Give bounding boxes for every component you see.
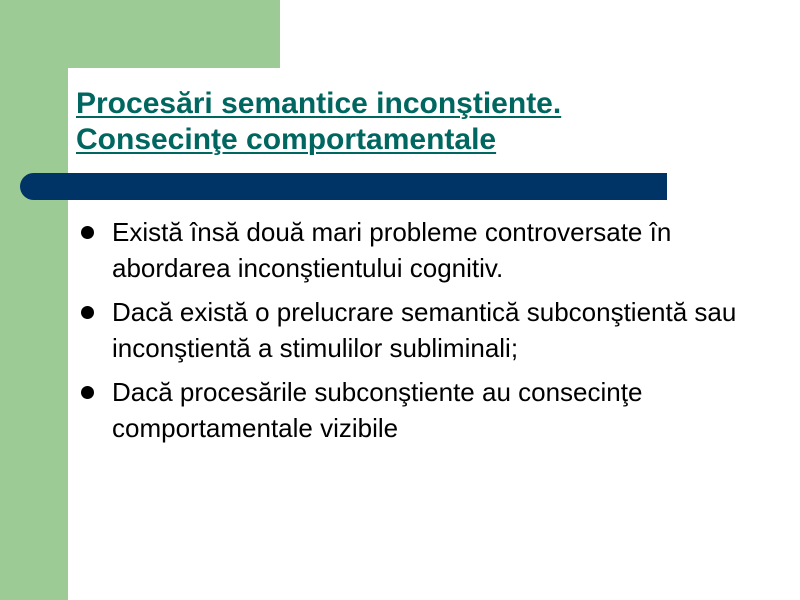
slide-title-line-1: Procesări semantice inconştiente. [76, 87, 562, 120]
title-divider-bar [20, 173, 667, 200]
bullet-list [78, 214, 738, 454]
slide-title [76, 86, 561, 158]
green-left-band [0, 0, 68, 600]
bullet-item [78, 374, 738, 446]
slide-title-line-2: Consecinţe comportamentale [76, 123, 497, 156]
bullet-dot-icon [81, 306, 94, 319]
bullet-dot-icon [81, 386, 94, 399]
bullet-item [78, 214, 738, 286]
green-top-band [0, 0, 280, 68]
bullet-item [78, 294, 738, 366]
bullet-dot-icon [81, 226, 94, 239]
bullet-text: Dacă procesările subconştiente au consecinţe comportamentale vizibile [112, 377, 643, 443]
bullet-text: Dacă există o prelucrare semantică subconştientă sau inconştientă a stimulilor subliminali; [112, 297, 737, 363]
bullet-text: Există însă două mari probleme controversate în abordarea inconştientului cognitiv. [112, 217, 672, 283]
